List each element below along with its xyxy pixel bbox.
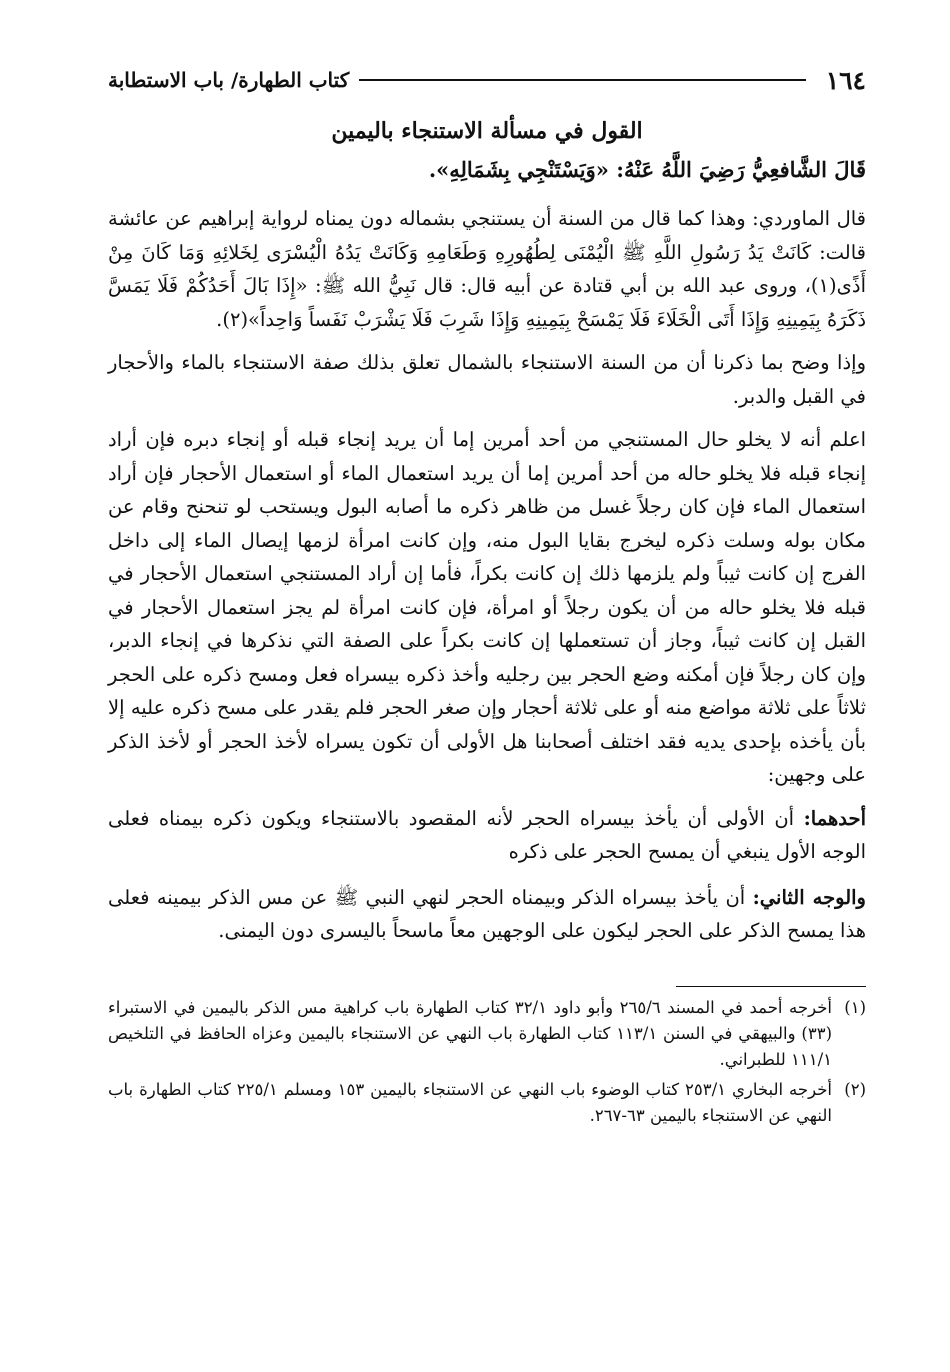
first-view-text: أن الأولى أن يأخذ بيسراه الحجر لأنه المقصود بالاستنجاء ويكون ذكره بيمناه فعلى الوجه الأول ينبغي أن يمسح الحجر على ذكره (108, 806, 866, 863)
section-title: القول في مسألة الاستنجاء باليمين (331, 118, 643, 144)
running-header (108, 60, 866, 100)
header-rule (359, 79, 805, 81)
footnote-number: (١) (844, 997, 866, 1017)
paragraph-mawardi: قال الماوردي: وهذا كما قال من السنة أن يستنجي بشماله دون يمناه لرواية إبراهيم عن عائشة قالت: كَانَتْ يَدُ رَسُولِ اللَّهِ ﷺ الْيُمْنَى لِطُهُورِهِ وَطَعَامِهِ وَكَانَتْ يَدُهُ الْيُسْرَى لِخَلائِهِ وَمَا كَانَ مِنْ أَذًى(١)، وروى عبد الله بن أبي قتادة عن أبيه قال: قال نَبِيُّ الله ﷺ: «إِذَا بَالَ أَحَدُكُمْ فَلَا يَمَسَّ ذَكَرَهُ بِيَمِينِهِ وَإِذَا أَتَى الْخَلَاءَ فَلَا يَمْسَحْ بِيَمِينِهِ وَإِذَا شَرِبَ فَلَا يَشْرَبْ نَفَساً وَاحِداً»(٢). (108, 207, 866, 331)
page-number: ١٦٤ (825, 65, 866, 95)
footnote-separator (676, 986, 866, 987)
footnote-2 (108, 1077, 866, 1129)
first-view-paragraph (108, 802, 866, 869)
first-view-lead: أحدهما: (803, 806, 866, 830)
second-view-lead: والوجه الثاني: (752, 885, 866, 909)
second-view-paragraph (108, 881, 866, 948)
shafii-quote: قَالَ الشَّافعِيُّ رَضِيَ اللَّهُ عَنْهُ: «وَيَسْتَنْجِي بِشَمَالِهِ». (428, 157, 866, 182)
second-view-text: أن يأخذ بيسراه الذكر وبيمناه الحجر لنهي النبي ﷺ عن مس الذكر بيمينه فعلى هذا يمسح الذكر على الحجر ليكون على الوجهين معاً ماسحاً باليسرى دون اليمنى. (108, 885, 866, 942)
footnote-text: أخرجه أحمد في المسند ٢٦٥/٦ وأبو داود ٣٢/١ كتاب الطهارة باب كراهية مس الذكر باليمين في الاستبراء (٣٣) والبيهقي في السنن ١١٣/١ كتاب الطهارة باب النهي عن الاستنجاء باليمين وعزاه الحافظ في التلخيص ١١١/١ للطبراني. (108, 997, 832, 1069)
book-section-title: كتاب الطهارة/ باب الاستطابة (108, 68, 350, 92)
footnote-text: أخرجه البخاري ٢٥٣/١ كتاب الوضوء باب النهي عن الاستنجاء باليمين ١٥٣ ومسلم ٢٢٥/١ كتاب الطهارة باب النهي عن الاستنجاء باليمين ٦٣-٢٦٧. (108, 1079, 832, 1125)
footnote-1 (108, 995, 866, 1073)
paragraph-ruling: اعلم أنه لا يخلو حال المستنجي من أحد أمرين إما أن يريد إنجاء قبله أو إنجاء دبره فإن أراد إنجاء قبله فلا يخلو حاله من أحد أمرين إما أن يريد استعمال الماء أو استعمال الأحجار فإن أراد استعمال الماء فإن كان رجلاً غسل من ظاهر ذكره ما أصابه البول ويستحب لو تنحنح وقام عن مكان بوله وسلت ذكره ليخرج بقايا البول منه، وإن كانت امرأة لزمها إيصال الماء إلى داخل الفرج إن كانت ثيباً ولم يلزمها ذلك إن كانت بكراً، فأما إن أراد المستنجي استعمال الأحجار في قبله فلا يخلو حاله من أن يكون رجلاً أو امرأة، فإن كانت امرأة لم يجز استعمال الأحجار في القبل إن كانت ثيباً، وجاز أن تستعملها إن كانت بكراً على الصفة التي نذكرها في إنجاء الدبر، وإن كان رجلاً فإن أمكنه وضع الحجر بين رجليه وأخذ ذكره بيسراه فعل ومسح ذكره على الحجر ثلاثاً على ثلاثة مواضع منه أو على ثلاثة أحجار وإن صغر الحجر فلم يقدر على مسح ذكره عليه إلا بأن يأخذه بإحدى يديه فقد اختلف أصحابنا هل الأولى أن تكون يسراه لأخذ الحجر أو لأخذ الذكر على وجهين: (108, 428, 866, 786)
footnote-number: (٢) (844, 1079, 866, 1099)
paragraph-summary: وإذا وضح بما ذكرنا أن من السنة الاستنجاء بالشمال تعلق بذلك صفة الاستنجاء بالماء والأحجار في القبل والدبر. (108, 351, 866, 408)
